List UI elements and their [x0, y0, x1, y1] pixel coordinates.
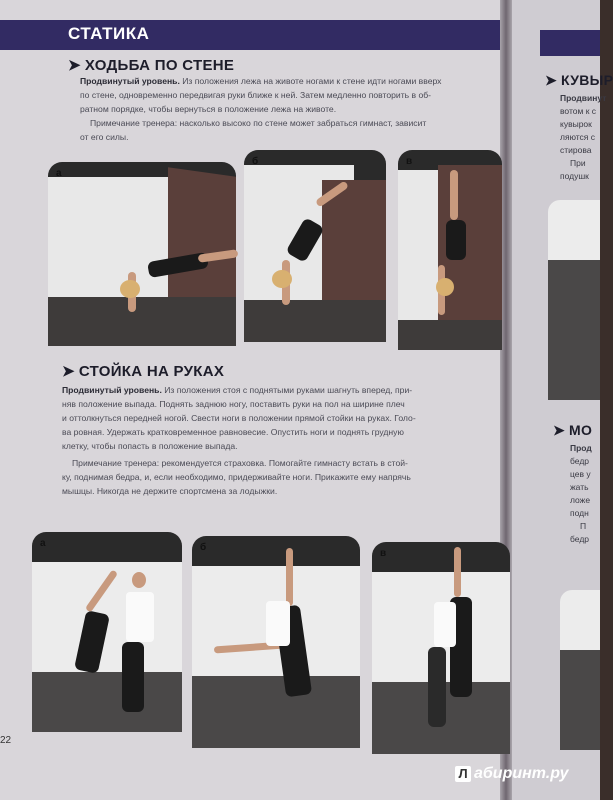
- arrow-icon: ➤: [545, 72, 558, 88]
- right-header-banner: [540, 30, 600, 56]
- header-banner: [0, 20, 500, 50]
- photo-label: в: [406, 156, 413, 167]
- right-line: Продвинут: [560, 93, 607, 103]
- right-photo-2: [560, 590, 600, 750]
- arrow-icon: ➤: [553, 422, 566, 438]
- right-line: П: [580, 521, 587, 531]
- right-line: При: [570, 158, 586, 168]
- photo-handstand-a: [32, 532, 182, 732]
- right-line: ляются с: [560, 132, 596, 142]
- photo-handstand-c: [372, 542, 510, 754]
- photo-label: а: [56, 168, 62, 179]
- arrow-icon: ➤: [68, 57, 81, 74]
- watermark: [455, 765, 569, 783]
- section1-line: по стене, одновременно передвигая руки ближе к ней. Затем медленно повторить в об-: [80, 90, 432, 100]
- section1-line: Из положения лежа на животе ногами к стене идти ногами вверх: [179, 76, 442, 86]
- photo-label: б: [252, 156, 259, 167]
- section1-level: Продвинутый уровень.: [80, 76, 180, 86]
- section2-line: клетку, чтобы попасть в положение выпада.: [62, 441, 238, 451]
- section1-title: [68, 56, 234, 74]
- right-line: подн: [570, 508, 589, 518]
- arrow-icon: ➤: [62, 363, 75, 380]
- photo-wall-walk-c: [398, 150, 502, 350]
- right-line: вотом к с: [560, 106, 597, 116]
- watermark-text: абиринт.ру: [474, 765, 569, 782]
- section2-level: Продвинутый уровень.: [62, 385, 162, 395]
- right-section2-text: [570, 442, 592, 546]
- right-line: подушк: [560, 171, 589, 181]
- header-title: СТАТИКА: [68, 24, 150, 43]
- labirint-logo-icon: Л: [455, 766, 471, 782]
- section2-line: Из положения стоя с поднятыми руками шагнуть вперед, при-: [161, 385, 413, 395]
- section1-text: [80, 74, 500, 144]
- right-section1-title: [545, 72, 613, 89]
- page-number: 22: [0, 735, 12, 746]
- photo-wall-walk-b: [244, 150, 386, 342]
- photo-wall-walk-a: [48, 162, 236, 346]
- right-line: стирова: [560, 145, 592, 155]
- photo-handstand-b: [192, 536, 360, 748]
- right-photo-1: [548, 200, 600, 400]
- right-line: ложе: [570, 495, 591, 505]
- right-section1-title-text: КУВЫР: [561, 72, 613, 88]
- right-section2-title: [553, 422, 592, 439]
- section2-note: Примечание тренера: рекомендуется страховка. Помогайте гимнасту встать в стой-: [72, 458, 408, 468]
- section2-title: [62, 362, 224, 380]
- right-line: кувырок: [560, 119, 592, 129]
- right-line: бедр: [570, 456, 590, 466]
- section2-title-text: СТОЙКА НА РУКАХ: [78, 363, 225, 380]
- right-section1-text: [560, 92, 606, 183]
- right-line: жать: [570, 482, 589, 492]
- right-line: цев у: [570, 469, 591, 479]
- section1-title-text: ХОДЬБА ПО СТЕНЕ: [84, 57, 235, 74]
- section2-note: ку, поднимая бедра, и, если необходимо, придерживайте ноги. Прикажите ему напрячь: [62, 472, 411, 482]
- section2-line: ва ровная. Удержать кратковременное равновесие. Опустить ноги и поднять грудную: [62, 427, 404, 437]
- section1-line: ратном порядке, чтобы вернуться в положение лежа на животе.: [80, 104, 337, 114]
- right-section2-title-text: МО: [569, 422, 593, 438]
- section2-note: мышцы. Никогда не держите спортсмена за лодыжки.: [62, 486, 278, 496]
- right-line: бедр: [570, 534, 590, 544]
- photo-label: а: [40, 538, 46, 549]
- section1-note: от его силы.: [80, 132, 129, 142]
- right-line: Прод: [570, 443, 592, 453]
- photo-label: б: [200, 542, 207, 553]
- section2-line: и оттолкнуться передней ногой. Свести ноги в положении прямой стойки на руках. Голо-: [62, 413, 416, 423]
- photo-label: в: [380, 548, 387, 559]
- section2-text: [62, 383, 500, 498]
- section1-note: Примечание тренера: насколько высоко по стене может забраться гимнаст, зависит: [90, 118, 427, 128]
- section2-line: няв положение выпада. Поднять заднюю ногу, поставить руки на пол на ширине плеч: [62, 399, 405, 409]
